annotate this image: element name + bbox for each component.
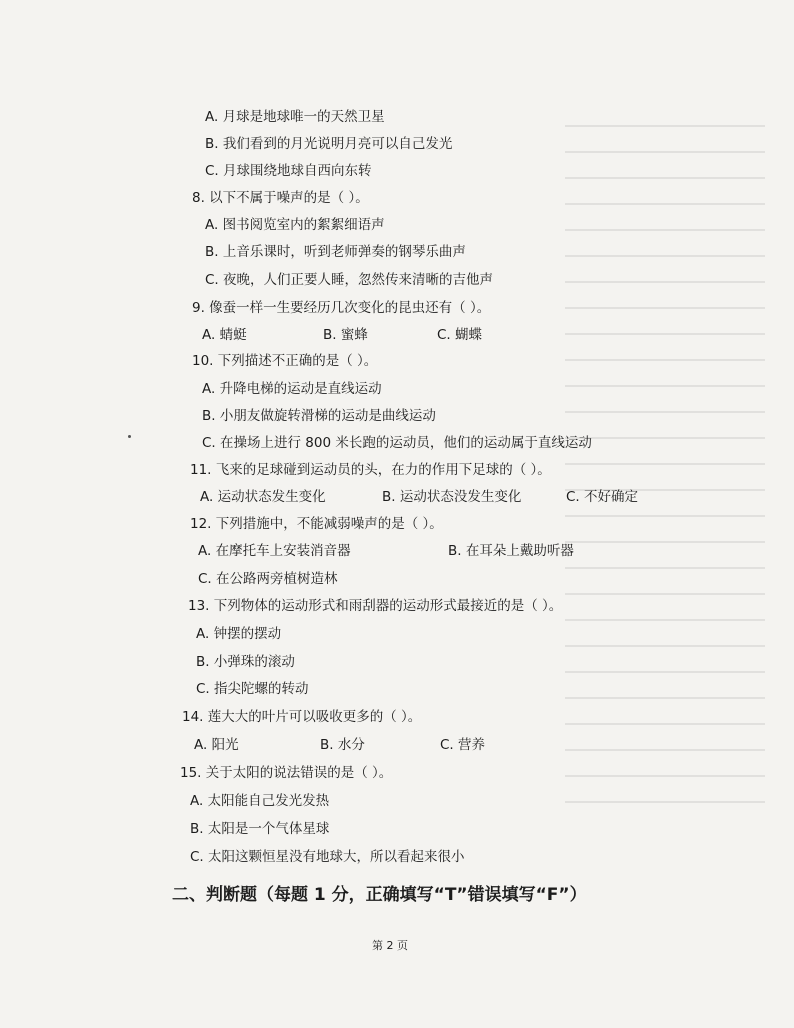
- q10-option-b: B. 小朋友做旋转滑梯的运动是曲线运动: [202, 408, 436, 424]
- q10-option-a: A. 升降电梯的运动是直线运动: [202, 381, 382, 397]
- q11-option-b: B. 运动状态没发生变化: [382, 489, 522, 505]
- q15-stem: 15. 关于太阳的说法错误的是（ ）。: [180, 765, 393, 781]
- page-number: 第 2 页: [372, 939, 408, 952]
- q15-option-b: B. 太阳是一个气体星球: [190, 821, 330, 837]
- q8-option-c: C. 夜晚，人们正要人睡，忽然传来清晰的吉他声: [205, 272, 494, 288]
- section-heading-true-false: 二、判断题（每题 1 分，正确填写“T”错误填写“F”）: [172, 885, 587, 905]
- speck: [128, 435, 131, 438]
- q13-option-c: C. 指尖陀螺的转动: [196, 681, 309, 697]
- q13-option-b: B. 小弹珠的滚动: [196, 654, 295, 670]
- q7-option-c: C. 月球围绕地球自西向东转: [205, 163, 372, 179]
- q7-option-b: B. 我们看到的月光说明月亮可以自己发光: [205, 136, 453, 152]
- q11-stem: 11. 飞来的足球碰到运动员的头，在力的作用下足球的（ ）。: [190, 462, 551, 478]
- q9-option-c: C. 蝴蝶: [437, 327, 483, 343]
- q12-stem: 12. 下列措施中，不能减弱噪声的是（ ）。: [190, 516, 443, 532]
- q8-stem: 8. 以下不属于噪声的是（ ）。: [192, 190, 369, 206]
- q12-option-b: B. 在耳朵上戴助听器: [448, 543, 574, 559]
- q11-option-a: A. 运动状态发生变化: [200, 489, 326, 505]
- q14-stem: 14. 莲大大的叶片可以吸收更多的（ ）。: [182, 709, 422, 725]
- q7-option-a: A. 月球是地球唯一的天然卫星: [205, 109, 385, 125]
- q14-option-a: A. 阳光: [194, 737, 239, 753]
- q9-option-b: B. 蜜蜂: [323, 327, 368, 343]
- q13-stem: 13. 下列物体的运动形式和雨刮器的运动形式最接近的是（ ）。: [188, 598, 563, 614]
- q8-option-b: B. 上音乐课时，听到老师弹奏的钢琴乐曲声: [205, 244, 466, 260]
- q12-option-a: A. 在摩托车上安装消音器: [198, 543, 351, 559]
- q9-stem: 9. 像蚕一样一生要经历几次变化的昆虫还有（ ）。: [192, 300, 491, 316]
- q12-option-c: C. 在公路两旁植树造林: [198, 571, 338, 587]
- q11-option-c: C. 不好确定: [566, 489, 639, 505]
- bleed-through-text: [565, 105, 765, 825]
- q15-option-a: A. 太阳能自己发光发热: [190, 793, 330, 809]
- q10-option-c: C. 在操场上进行 800 米长跑的运动员，他们的运动属于直线运动: [202, 435, 592, 451]
- q9-option-a: A. 蜻蜓: [202, 327, 247, 343]
- q14-option-c: C. 营养: [440, 737, 486, 753]
- q10-stem: 10. 下列描述不正确的是（ ）。: [192, 353, 378, 369]
- q13-option-a: A. 钟摆的摆动: [196, 626, 282, 642]
- q8-option-a: A. 图书阅览室内的絮絮细语声: [205, 217, 385, 233]
- q14-option-b: B. 水分: [320, 737, 365, 753]
- q15-option-c: C. 太阳这颗恒星没有地球大，所以看起来很小: [190, 849, 465, 865]
